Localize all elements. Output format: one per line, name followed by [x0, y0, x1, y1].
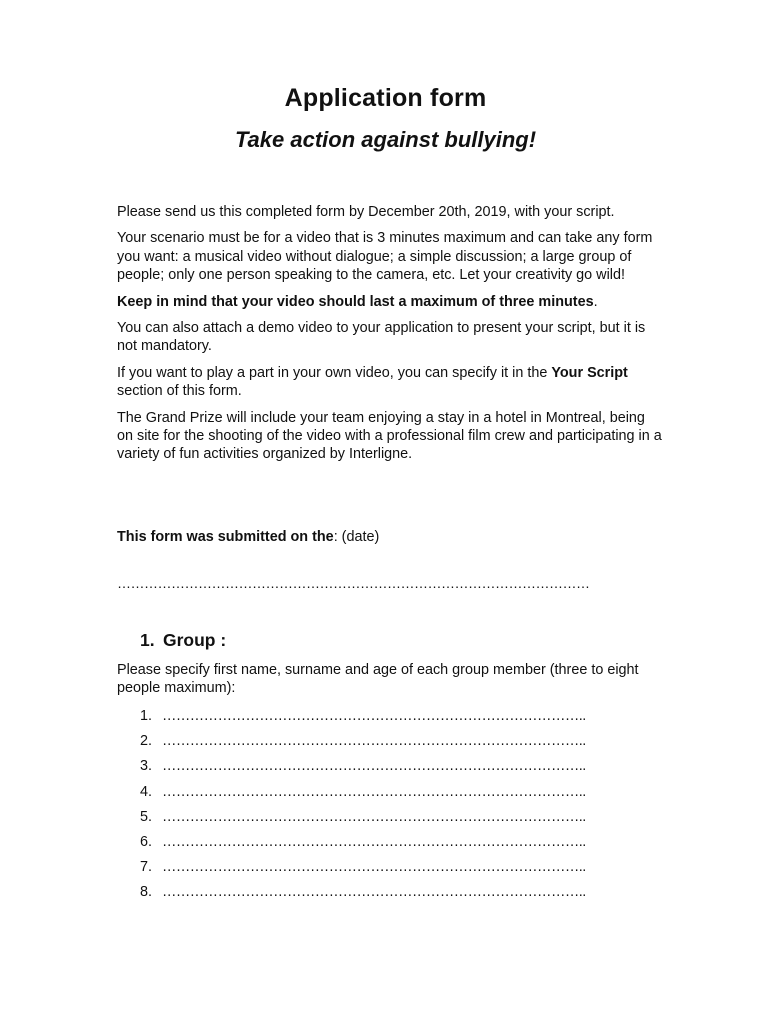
group-section-heading [140, 630, 226, 651]
member-index: 8. [140, 884, 153, 901]
member-field[interactable]: ……………………………………………………………………………….. [162, 808, 586, 825]
group-section-number: 1. [140, 630, 155, 650]
intro-scenario: Your scenario must be for a video that is 3 minutes maximum and can take any form you want: a musical video without dialogue; a simple discussion; a large group of people; only one person speaking to the camera, etc. Let your creativity go wild! [117, 230, 653, 284]
member-index: 4. [140, 783, 153, 800]
intro-section [117, 203, 662, 472]
your-script-ref: Your Script [551, 364, 628, 381]
group-section-title: Group : [163, 630, 227, 650]
member-index: 1. [140, 708, 153, 724]
member-index: 3. [140, 758, 153, 775]
list-item [140, 857, 660, 882]
play-part-start: If you want to play a part in your own video, you can specify it in the [117, 364, 552, 381]
intro-grand-prize: The Grand Prize will include your team enjoying a stay in a hotel in Montreal, being on site for the shooting of the video with a professional film crew and participating in a variety of fun activities organized by Interligne. [117, 409, 662, 463]
member-index: 6. [140, 833, 153, 850]
intro-duration-note [117, 293, 662, 311]
submission-date-field[interactable]: …………………………………………………………………………………………… [117, 575, 590, 591]
page-title: Application form [284, 84, 487, 112]
group-member-list [140, 706, 660, 908]
duration-bold: Keep in mind that your video should last a maximum of three minutes [117, 293, 594, 310]
list-item [140, 882, 660, 907]
submission-label-bold: This form was submitted on the [117, 529, 334, 545]
list-item [140, 731, 660, 756]
member-field[interactable]: ……………………………………………………………………………….. [162, 783, 586, 800]
member-index: 5. [140, 808, 153, 825]
list-item [140, 832, 660, 857]
member-field[interactable]: ……………………………………………………………………………….. [162, 708, 586, 724]
list-item [140, 807, 660, 832]
member-field[interactable]: ……………………………………………………………………………….. [162, 833, 586, 850]
list-item [140, 782, 660, 807]
intro-play-part [117, 364, 662, 401]
submission-label-rest: : (date) [333, 529, 380, 545]
member-field[interactable]: ……………………………………………………………………………….. [162, 884, 586, 901]
group-description: Please specify first name, surname and age of each group member (three to eight people maximum): [117, 662, 639, 697]
intro-deadline: Please send us this completed form by December 20th, 2019, with your script. [117, 204, 615, 220]
intro-demo-video: You can also attach a demo video to your application to present your script, but it is not mandatory. [117, 320, 646, 355]
member-index: 2. [140, 733, 153, 750]
play-part-end: section of this form. [117, 383, 242, 400]
page-subtitle: Take action against bullying! [234, 127, 537, 152]
member-field[interactable]: ……………………………………………………………………………….. [162, 859, 586, 876]
member-field[interactable]: ……………………………………………………………………………….. [162, 733, 586, 750]
duration-end: . [593, 293, 598, 310]
member-field[interactable]: ……………………………………………………………………………….. [162, 758, 586, 775]
list-item [140, 756, 660, 781]
member-index: 7. [140, 859, 153, 876]
list-item [140, 706, 660, 731]
submission-date-label [117, 528, 379, 546]
